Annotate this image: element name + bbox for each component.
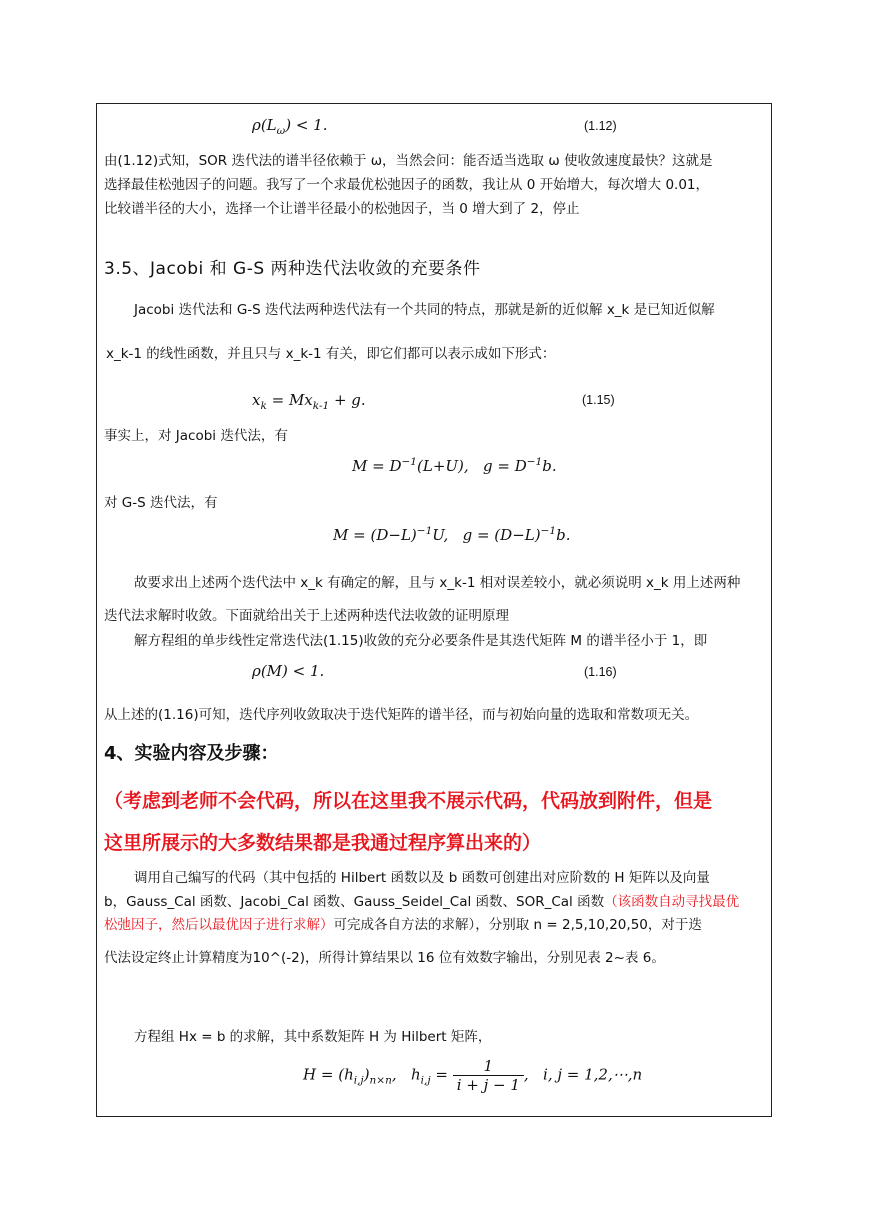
paragraph-code-line3-red: 松弛因子，然后以最优因子进行求解）	[104, 917, 334, 933]
paragraph-code-line4: 代法设定终止计算精度为10^(-2)，所得计算结果以 16 位有效数字输出，分别见表 2~表 6。	[104, 950, 665, 966]
red-note-line2: 这里所展示的大多数结果都是我通过程序算出来的）	[104, 832, 542, 854]
paragraph-need-line1: 故要求出上述两个迭代法中 x_k 有确定的解，且与 x_k-1 相对误差较小，就必须说明 x_k 用上述两种	[134, 575, 741, 591]
paragraph-need-line3: 解方程组的单步线性定常迭代法(1.15)收敛的充分必要条件是其迭代矩阵 M 的谱半径小于 1，即	[134, 633, 708, 649]
equation-1-16: ρ(M) < 1.	[252, 662, 325, 680]
equation-number-1-12: (1.12)	[584, 119, 617, 133]
paragraph-common-line2: x_k-1 的线性函数，并且只与 x_k-1 有关，即它们都可以表示成如下形式：	[106, 346, 556, 362]
equation-1-15: $x_k = Mx_{k-1} + g$.	[252, 391, 366, 412]
paragraph-hilbert: 方程组 Hx = b 的求解，其中系数矩阵 H 为 Hilbert 矩阵，	[134, 1029, 492, 1045]
red-note-line1: （考虑到老师不会代码，所以在这里我不展示代码，代码放到附件，但是	[104, 790, 713, 812]
paragraph-code-line2-black: b，Gauss_Cal 函数、Jacobi_Cal 函数、Gauss_Seidel_Cal 函数、SOR_Cal 函数	[104, 894, 605, 910]
paragraph-sor-line1: 由(1.12)式知，SOR 迭代法的谱半径依赖于 ω，当然会问：能否适当选取 ω 使收敛速度最快？这就是	[104, 153, 713, 169]
paragraph-code-line3	[104, 915, 702, 935]
equation-gs: $M = (D-L)^{-1}U$, $g = (D-L)^{-1}b$.	[333, 525, 571, 544]
section-title-4: 4、实验内容及步骤：	[104, 743, 279, 764]
paragraph-sor-line3: 比较谱半径的大小，选择一个让谱半径最小的松弛因子，当 0 增大到了 2，停止	[104, 201, 580, 217]
paragraph-gs: 对 G-S 迭代法，有	[104, 495, 218, 511]
section-title-3-5: 3.5、Jacobi 和 G-S 两种迭代法收敛的充要条件	[104, 259, 481, 279]
paragraph-code-line1: 调用自己编写的代码（其中包括的 Hilbert 函数以及 b 函数可创建出对应阶数的 H 矩阵以及向量	[134, 870, 710, 886]
equation-jacobi: $M = D^{-1}(L+U)$, $g = D^{-1}b$.	[352, 456, 557, 475]
equation-number-1-15: (1.15)	[582, 393, 615, 407]
equation-hilbert: $H = (h_{i,j})_{n\times n}$, $h_{i,j}$ = $\frac{1}{i + j - 1}$ , i, j = 1,2,⋯,n	[303, 1057, 643, 1094]
paragraph-need-line2: 迭代法求解时收敛。下面就给出关于上述两种迭代法收敛的证明原理	[104, 608, 509, 624]
paragraph-code-line2-red: （该函数自动寻找最优	[604, 894, 740, 910]
paragraph-jacobi: 事实上，对 Jacobi 迭代法，有	[104, 428, 288, 444]
paragraph-common-line1: Jacobi 迭代法和 G-S 迭代法两种迭代法有一个共同的特点，那就是新的近似解 x_k 是已知近似解	[134, 302, 715, 318]
equation-1-12: $\rho(L_\omega) < 1$.	[252, 116, 328, 137]
paragraph-code-line3-black: 可完成各自方法的求解），分别取 n = 2,5,10,20,50，对于迭	[333, 917, 702, 933]
equation-number-1-16: (1.16)	[584, 665, 617, 679]
paragraph-sor-line2: 选择最佳松弛因子的问题。我写了一个求最优松弛因子的函数，我让从 0 开始增大，每次增大 0.01，	[104, 177, 710, 193]
paragraph-conclusion: 从上述的(1.16)可知，迭代序列收敛取决于迭代矩阵的谱半径，而与初始向量的选取和常数项无关。	[104, 707, 699, 723]
paragraph-code-line2	[104, 892, 739, 912]
